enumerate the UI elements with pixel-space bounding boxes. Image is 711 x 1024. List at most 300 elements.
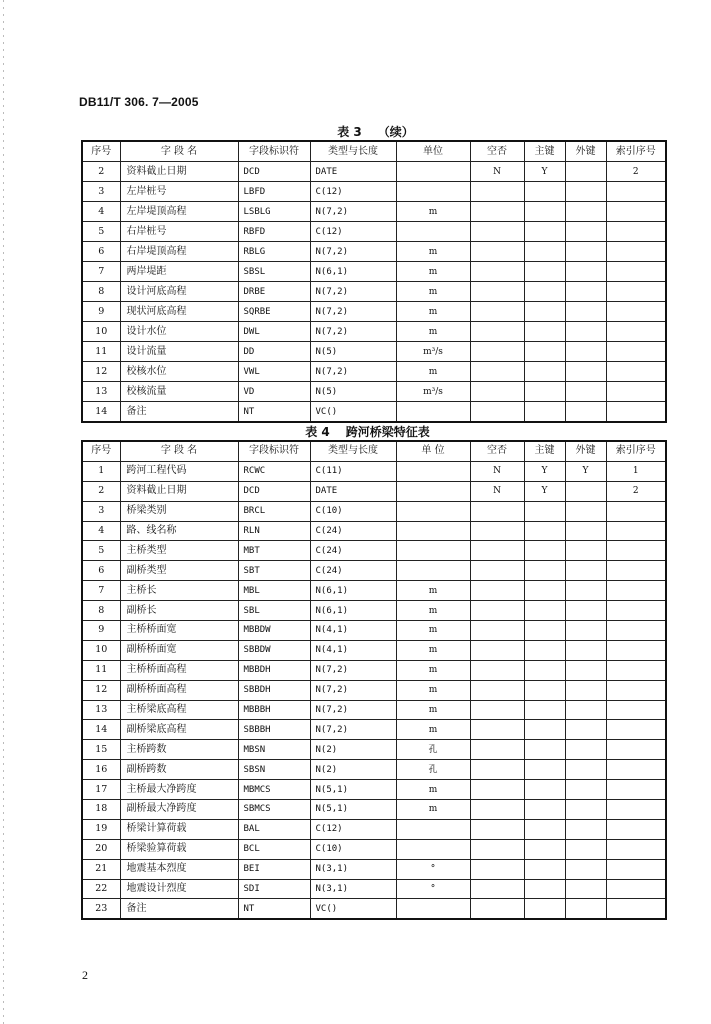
field-name-cell: 左岸桩号 [120,182,238,202]
table3-header-seq-no: 序号 [82,141,120,162]
table-row [82,700,666,720]
table3-caption [20,123,711,140]
nullable-cell [470,362,524,382]
seq-no-cell: 6 [82,242,120,262]
field-name-cell: 校核流量 [120,382,238,402]
index-no-cell [606,402,666,423]
field-name-cell: 跨河工程代码 [120,461,238,481]
type-length-cell: C(24) [310,541,396,561]
foreign-key-cell [565,899,606,919]
table4-body [82,461,666,919]
table3-header-index-no: 索引序号 [606,141,666,162]
foreign-key-cell [565,621,606,641]
table-row [82,640,666,660]
unit-cell: m [396,322,470,342]
field-name-cell: 桥梁类别 [120,501,238,521]
field-id-cell: RLN [238,521,310,541]
unit-cell [396,162,470,182]
primary-key-cell [524,740,565,760]
foreign-key-cell [565,342,606,362]
primary-key-cell [524,362,565,382]
foreign-key-cell [565,222,606,242]
type-length-cell: N(2) [310,760,396,780]
index-no-cell [606,282,666,302]
type-length-cell: N(7,2) [310,322,396,342]
type-length-cell: N(6,1) [310,262,396,282]
field-id-cell: LSBLG [238,202,310,222]
field-id-cell: SBT [238,561,310,581]
seq-no-cell: 20 [82,839,120,859]
unit-cell: m [396,700,470,720]
field-id-cell: SBBBH [238,720,310,740]
nullable-cell [470,680,524,700]
field-name-cell: 两岸堤距 [120,262,238,282]
field-name-cell: 路、线名称 [120,521,238,541]
field-id-cell: RBFD [238,222,310,242]
field-name-cell: 备注 [120,402,238,423]
table-row [82,182,666,202]
seq-no-cell: 4 [82,202,120,222]
type-length-cell: C(10) [310,839,396,859]
table4 [81,440,667,920]
field-name-cell: 右岸堤顶高程 [120,242,238,262]
table4-header-unit: 单 位 [396,441,470,461]
unit-cell [396,501,470,521]
field-id-cell: BEI [238,859,310,879]
seq-no-cell: 2 [82,481,120,501]
nullable-cell [470,541,524,561]
nullable-cell [470,839,524,859]
type-length-cell: N(7,2) [310,660,396,680]
table-row [82,621,666,641]
field-id-cell: SBMCS [238,800,310,820]
table4-header-foreign-key: 外键 [565,441,606,461]
nullable-cell [470,819,524,839]
primary-key-cell [524,640,565,660]
field-name-cell: 设计河底高程 [120,282,238,302]
table3-header-foreign-key: 外键 [565,141,606,162]
foreign-key-cell [565,740,606,760]
nullable-cell [470,760,524,780]
index-no-cell [606,242,666,262]
foreign-key-cell [565,700,606,720]
type-length-cell: C(10) [310,501,396,521]
primary-key-cell [524,262,565,282]
seq-no-cell: 9 [82,302,120,322]
seq-no-cell: 8 [82,601,120,621]
table3 [81,140,667,423]
table-row [82,322,666,342]
table4-header-field-name: 字 段 名 [120,441,238,461]
index-no-cell: 1 [606,461,666,481]
unit-cell: m [396,800,470,820]
table-row [82,581,666,601]
foreign-key-cell [565,581,606,601]
index-no-cell: 2 [606,481,666,501]
unit-cell: 孔 [396,760,470,780]
nullable-cell [470,740,524,760]
primary-key-cell: Y [524,162,565,182]
type-length-cell: N(7,2) [310,282,396,302]
index-no-cell [606,501,666,521]
index-no-cell [606,621,666,641]
field-name-cell: 副桥最大净跨度 [120,800,238,820]
seq-no-cell: 23 [82,899,120,919]
primary-key-cell [524,521,565,541]
nullable-cell [470,501,524,521]
index-no-cell [606,541,666,561]
index-no-cell [606,182,666,202]
index-no-cell [606,720,666,740]
field-name-cell: 副桥类型 [120,561,238,581]
type-length-cell: N(7,2) [310,302,396,322]
seq-no-cell: 19 [82,819,120,839]
field-id-cell: MBT [238,541,310,561]
index-no-cell [606,819,666,839]
table-row [82,899,666,919]
primary-key-cell [524,879,565,899]
field-name-cell: 地震设计烈度 [120,879,238,899]
primary-key-cell [524,182,565,202]
foreign-key-cell [565,262,606,282]
unit-cell: m [396,262,470,282]
table-row [82,660,666,680]
field-name-cell: 现状河底高程 [120,302,238,322]
unit-cell [396,899,470,919]
field-name-cell: 备注 [120,899,238,919]
foreign-key-cell [565,521,606,541]
nullable-cell [470,521,524,541]
foreign-key-cell [565,640,606,660]
primary-key-cell [524,800,565,820]
type-length-cell: DATE [310,162,396,182]
foreign-key-cell [565,879,606,899]
field-id-cell: MBL [238,581,310,601]
unit-cell: m [396,601,470,621]
primary-key-cell [524,322,565,342]
primary-key-cell [524,720,565,740]
seq-no-cell: 12 [82,362,120,382]
index-no-cell [606,780,666,800]
primary-key-cell [524,780,565,800]
unit-cell: m [396,621,470,641]
nullable-cell [470,720,524,740]
field-name-cell: 资料截止日期 [120,481,238,501]
index-no-cell [606,879,666,899]
table4-caption-title: 跨河桥梁特征表 [345,425,430,439]
field-name-cell: 右岸桩号 [120,222,238,242]
type-length-cell: DATE [310,481,396,501]
field-name-cell: 左岸堤顶高程 [120,202,238,222]
field-id-cell: SBL [238,601,310,621]
table-row [82,362,666,382]
table-row [82,859,666,879]
nullable-cell [470,282,524,302]
foreign-key-cell [565,322,606,342]
field-name-cell: 副桥长 [120,601,238,621]
field-id-cell: RCWC [238,461,310,481]
unit-cell [396,541,470,561]
primary-key-cell [524,680,565,700]
primary-key-cell [524,601,565,621]
primary-key-cell [524,202,565,222]
field-name-cell: 主桥桥面宽 [120,621,238,641]
table-row [82,521,666,541]
index-no-cell [606,660,666,680]
type-length-cell: C(12) [310,222,396,242]
seq-no-cell: 22 [82,879,120,899]
field-name-cell: 副桥桥面宽 [120,640,238,660]
primary-key-cell [524,819,565,839]
field-id-cell: SQRBE [238,302,310,322]
field-name-cell: 主桥最大净跨度 [120,780,238,800]
seq-no-cell: 5 [82,222,120,242]
index-no-cell [606,760,666,780]
index-no-cell [606,202,666,222]
foreign-key-cell [565,282,606,302]
foreign-key-cell [565,162,606,182]
index-no-cell [606,581,666,601]
nullable-cell [470,322,524,342]
seq-no-cell: 2 [82,162,120,182]
unit-cell [396,819,470,839]
field-name-cell: 主桥类型 [120,541,238,561]
index-no-cell [606,362,666,382]
type-length-cell: C(24) [310,561,396,581]
index-no-cell [606,262,666,282]
document-id: DB11/T 306. 7—2005 [79,95,199,109]
index-no-cell [606,740,666,760]
field-id-cell: DD [238,342,310,362]
field-name-cell: 副桥跨数 [120,760,238,780]
seq-no-cell: 4 [82,521,120,541]
field-id-cell: DCD [238,162,310,182]
table-row [82,242,666,262]
seq-no-cell: 15 [82,740,120,760]
field-name-cell: 桥梁验算荷载 [120,839,238,859]
table4-header-type-length: 类型与长度 [310,441,396,461]
primary-key-cell [524,581,565,601]
unit-cell [396,481,470,501]
nullable-cell [470,780,524,800]
type-length-cell: VC() [310,899,396,919]
primary-key-cell [524,402,565,423]
index-no-cell [606,640,666,660]
primary-key-cell [524,859,565,879]
index-no-cell [606,800,666,820]
primary-key-cell [524,541,565,561]
primary-key-cell [524,342,565,362]
field-name-cell: 副桥梁底高程 [120,720,238,740]
seq-no-cell: 7 [82,581,120,601]
field-id-cell: NT [238,899,310,919]
seq-no-cell: 16 [82,760,120,780]
table-row [82,501,666,521]
seq-no-cell: 3 [82,501,120,521]
table-row [82,780,666,800]
table3-header-field-name: 字 段 名 [120,141,238,162]
table-row [82,879,666,899]
table3-caption-continued: （续） [377,125,414,139]
seq-no-cell: 10 [82,322,120,342]
primary-key-cell [524,282,565,302]
seq-no-cell: 14 [82,402,120,423]
unit-cell [396,839,470,859]
table4-header-row [82,441,666,461]
field-name-cell: 主桥桥面高程 [120,660,238,680]
field-name-cell: 主桥跨数 [120,740,238,760]
field-name-cell: 桥梁计算荷载 [120,819,238,839]
field-id-cell: SBBDW [238,640,310,660]
table-row [82,541,666,561]
type-length-cell: N(5,1) [310,800,396,820]
seq-no-cell: 14 [82,720,120,740]
foreign-key-cell [565,760,606,780]
type-length-cell: N(7,2) [310,700,396,720]
field-id-cell: RBLG [238,242,310,262]
field-id-cell: MBBDW [238,621,310,641]
unit-cell [396,402,470,423]
foreign-key-cell [565,819,606,839]
table3-header-nullable: 空否 [470,141,524,162]
table-row [82,561,666,581]
table-row [82,680,666,700]
field-id-cell: BCL [238,839,310,859]
primary-key-cell [524,501,565,521]
seq-no-cell: 7 [82,262,120,282]
index-no-cell [606,561,666,581]
field-id-cell: DWL [238,322,310,342]
field-name-cell: 主桥长 [120,581,238,601]
nullable-cell [470,342,524,362]
table3-body [82,162,666,423]
index-no-cell [606,700,666,720]
field-name-cell: 资料截止日期 [120,162,238,182]
type-length-cell: N(7,2) [310,202,396,222]
unit-cell: 孔 [396,740,470,760]
nullable-cell [470,899,524,919]
page-number: 2 [82,968,88,982]
index-no-cell [606,839,666,859]
type-length-cell: N(3,1) [310,879,396,899]
nullable-cell [470,660,524,680]
type-length-cell: N(7,2) [310,242,396,262]
table-row [82,740,666,760]
type-length-cell: C(12) [310,182,396,202]
field-id-cell: MBMCS [238,780,310,800]
field-id-cell: VWL [238,362,310,382]
seq-no-cell: 11 [82,342,120,362]
nullable-cell [470,182,524,202]
unit-cell: m [396,202,470,222]
seq-no-cell: 1 [82,461,120,481]
nullable-cell [470,879,524,899]
table-row [82,601,666,621]
table4-header-nullable: 空否 [470,441,524,461]
table-row [82,839,666,859]
table-row [82,720,666,740]
foreign-key-cell [565,481,606,501]
table-row [82,382,666,402]
type-length-cell: N(4,1) [310,621,396,641]
seq-no-cell: 13 [82,700,120,720]
primary-key-cell [524,561,565,581]
foreign-key-cell [565,242,606,262]
index-no-cell [606,382,666,402]
nullable-cell: N [470,481,524,501]
table3-header-field-id: 字段标识符 [238,141,310,162]
field-id-cell: DCD [238,481,310,501]
type-length-cell: N(5) [310,342,396,362]
index-no-cell [606,322,666,342]
field-id-cell: MBBBH [238,700,310,720]
foreign-key-cell [565,501,606,521]
table-row [82,461,666,481]
field-id-cell: SBSL [238,262,310,282]
index-no-cell [606,859,666,879]
nullable-cell [470,202,524,222]
table3-header-primary-key: 主键 [524,141,565,162]
table-row [82,800,666,820]
foreign-key-cell [565,362,606,382]
type-length-cell: C(12) [310,819,396,839]
primary-key-cell [524,760,565,780]
table-row [82,402,666,423]
seq-no-cell: 9 [82,621,120,641]
seq-no-cell: 13 [82,382,120,402]
foreign-key-cell [565,561,606,581]
seq-no-cell: 17 [82,780,120,800]
type-length-cell: C(24) [310,521,396,541]
type-length-cell: N(5,1) [310,780,396,800]
foreign-key-cell [565,780,606,800]
seq-no-cell: 21 [82,859,120,879]
field-id-cell: BAL [238,819,310,839]
unit-cell: m [396,720,470,740]
primary-key-cell [524,242,565,262]
seq-no-cell: 10 [82,640,120,660]
seq-no-cell: 18 [82,800,120,820]
nullable-cell [470,262,524,282]
foreign-key-cell: Y [565,461,606,481]
field-id-cell: DRBE [238,282,310,302]
foreign-key-cell [565,541,606,561]
unit-cell: m [396,302,470,322]
unit-cell: ° [396,859,470,879]
nullable-cell [470,222,524,242]
seq-no-cell: 3 [82,182,120,202]
field-id-cell: SBBDH [238,680,310,700]
unit-cell: m³/s [396,342,470,362]
table-row [82,481,666,501]
table4-header-primary-key: 主键 [524,441,565,461]
field-name-cell: 设计流量 [120,342,238,362]
field-id-cell: BRCL [238,501,310,521]
unit-cell [396,182,470,202]
primary-key-cell [524,621,565,641]
unit-cell [396,561,470,581]
nullable-cell [470,621,524,641]
table-row [82,342,666,362]
unit-cell [396,461,470,481]
unit-cell: m [396,780,470,800]
field-id-cell: LBFD [238,182,310,202]
type-length-cell: N(5) [310,382,396,402]
index-no-cell [606,899,666,919]
field-name-cell: 主桥梁底高程 [120,700,238,720]
unit-cell: m [396,640,470,660]
primary-key-cell: Y [524,481,565,501]
